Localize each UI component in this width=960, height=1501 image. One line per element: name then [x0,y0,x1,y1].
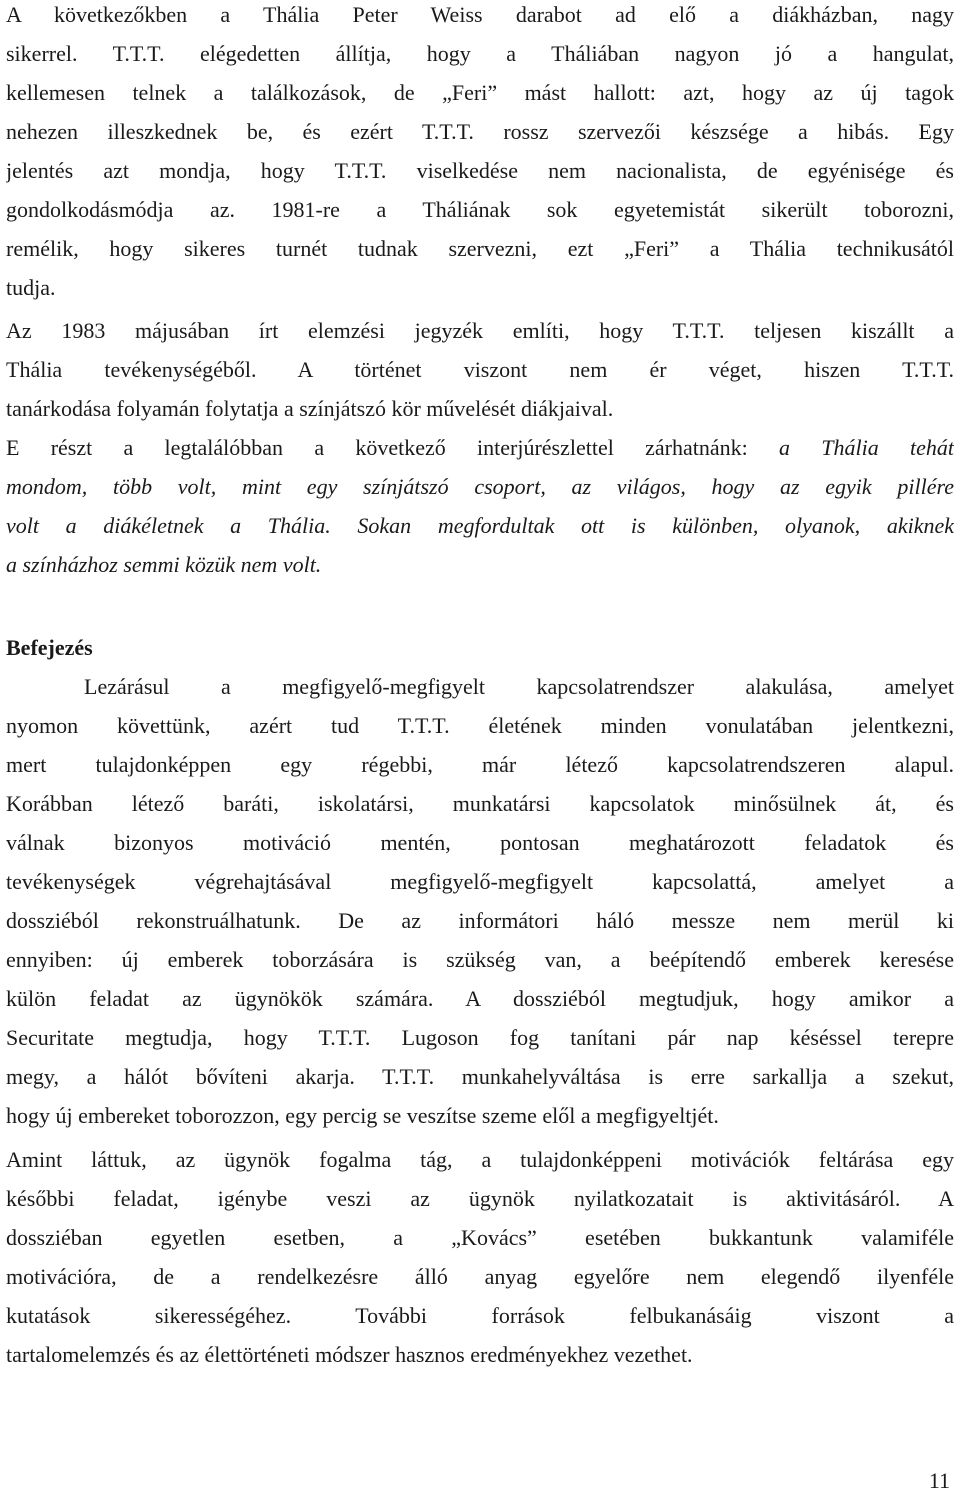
quote-line: volt a diákéletnek a Thália. Sokan megfordultak ott is különben, olyanok, akiknek [6,513,954,538]
paragraph-line: Amint láttuk, az ügynök fogalma tág, a tulajdonképpeni motivációk feltárása egy [6,1147,954,1172]
paragraph-line: kutatások sikerességéhez. További források felbukanásáig viszont a [6,1303,954,1328]
paragraph-line: kellemesen telnek a találkozások, de „Feri” mást hallott: azt, hogy az új tagok [6,80,954,105]
paragraph-line: Az 1983 májusában írt elemzési jegyzék említi, hogy T.T.T. teljesen kiszállt a [6,318,954,343]
paragraph-line: motivációra, de a rendelkezésre álló anyag egyelőre nem elegendő ilyenféle [6,1264,954,1289]
paragraph-line: későbbi feladat, igénybe veszi az ügynök nyilatkozatait is aktivitásáról. A [6,1186,954,1211]
quote-line: a színházhoz semmi közük nem volt. [6,552,322,577]
paragraph-line: jelentés azt mondja, hogy T.T.T. viselkedése nem nacionalista, de egyénisége és [6,158,954,183]
paragraph-line: remélik, hogy sikeres turnét tudnak szervezni, ezt „Feri” a Thália technikusától [6,236,954,261]
paragraph-line: tudja. [6,275,56,300]
paragraph-line: tartalomelemzés és az élettörténeti módszer hasznos eredményekhez vezethet. [6,1342,693,1367]
paragraph-line: dossziéból rekonstruálhatunk. De az informátori háló messze nem merül ki [6,908,954,933]
paragraph-line: nehezen illeszkednek be, és ezért T.T.T. rossz szervezői készsége a hibás. Egy [6,119,954,144]
paragraph-line: tevékenységek végrehajtásával megfigyelő-megfigyelt kapcsolattá, amelyet a [6,869,954,894]
paragraph-line: gondolkodásmódja az. 1981-re a Tháliának sok egyetemistát sikerült toborozni, [6,197,954,222]
paragraph-line: Lezárásul a megfigyelő-megfigyelt kapcsolatrendszer alakulása, amelyet [84,674,954,699]
paragraph-line: sikerrel. T.T.T. elégedetten állítja, hogy a Tháliában nagyon jó a hangulat, [6,41,954,66]
paragraph-line: hogy új embereket toborozzon, egy percig se veszítse szeme elől a megfigyeltjét. [6,1103,719,1128]
paragraph-line [6,428,954,467]
regular-text: E részt a legtalálóbban a következő interjúrészlettel zárhatnánk: [6,435,780,460]
paragraph-line: A következőkben a Thália Peter Weiss darabot ad elő a diákházban, nagy [6,2,954,27]
quote-line: mondom, több volt, mint egy színjátszó csoport, az világos, hogy az egyik pillére [6,474,954,499]
paragraph-line: Korábban létező baráti, iskolatársi, munkatársi kapcsolatok minősülnek át, és [6,791,954,816]
paragraph-line: mert tulajdonképpen egy régebbi, már létező kapcsolatrendszeren alapul. [6,752,954,777]
paragraph-line: nyomon követtünk, azért tud T.T.T. életének minden vonulatában jelentkezni, [6,713,954,738]
paragraph-line: dossziéban egyetlen esetben, a „Kovács” esetében bukkantunk valamiféle [6,1225,954,1250]
paragraph-line: Securitate megtudja, hogy T.T.T. Lugoson fog tanítani pár nap késéssel terepre [6,1025,954,1050]
quote-text: a Thália tehát [779,435,954,460]
paragraph-line: válnak bizonyos motiváció mentén, pontosan meghatározott feladatok és [6,830,954,855]
section-heading: Befejezés [6,635,93,660]
paragraph-line: tanárkodása folyamán folytatja a színjátszó kör művelését diákjaival. [6,396,614,421]
paragraph-line: Thália tevékenységéből. A történet viszont nem ér véget, hiszen T.T.T. [6,357,954,382]
paragraph-line: külön feladat az ügynökök számára. A dossziéból megtudjuk, hogy amikor a [6,986,954,1011]
paragraph-line: megy, a hálót bővíteni akarja. T.T.T. munkahelyváltása is erre sarkallja a szekut, [6,1064,954,1089]
page-number: 11 [928,1468,950,1493]
paragraph-line: ennyiben: új emberek toborzására is szükség van, a beépítendő emberek keresése [6,947,954,972]
